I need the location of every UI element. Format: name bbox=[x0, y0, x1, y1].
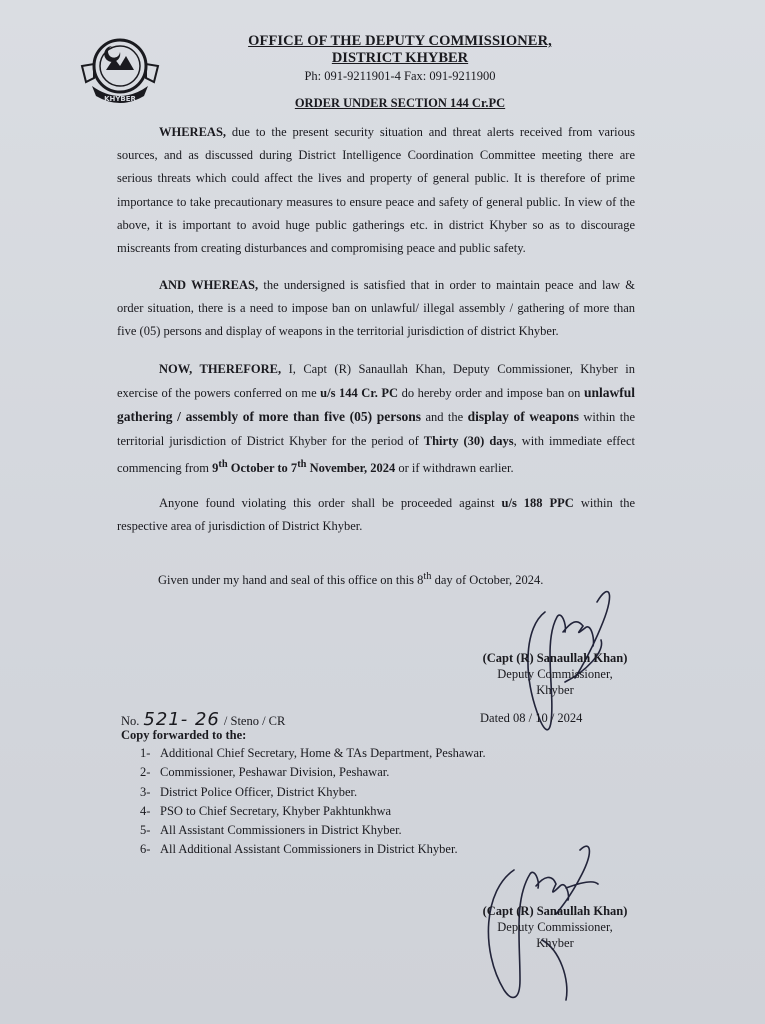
signatory1-place: Khyber bbox=[536, 683, 574, 697]
para1-lead: WHEREAS, bbox=[159, 125, 227, 139]
number-suffix: / Steno / CR bbox=[223, 714, 286, 728]
dated-line: Dated 08 / 10 / 2024 bbox=[480, 711, 583, 725]
list-item bbox=[140, 821, 486, 840]
para3-t1: I, Capt (R) Sanaullah Khan, Deputy Commissioner, Khyber in exercise of the powers conferred on me bbox=[117, 362, 635, 401]
para3-b1: u/s 144 Cr. PC bbox=[320, 386, 399, 401]
given-t1: Given under my hand and seal of this office on this 8 bbox=[158, 573, 424, 588]
para3-b2: unlawful gathering / assembly of more than five (05) persons bbox=[117, 385, 635, 425]
para2-text: the undersigned is satisfied that in order to maintain peace and law & order situation, there is a need to impose ban on unlawful/ illegal assembly / gathering of more than five (05) persons and display of weapons in the territorial jurisdiction of district Khyber. bbox=[117, 278, 635, 339]
list-item bbox=[140, 744, 486, 763]
district-title: DISTRICT KHYBER bbox=[331, 50, 469, 66]
signatory1-name: (Capt (R) Sanaullah Khan) bbox=[482, 651, 628, 665]
list-item-number: 2- bbox=[140, 765, 151, 780]
copy-list bbox=[140, 744, 486, 860]
list-item bbox=[140, 802, 486, 821]
para3-t2: do hereby order and impose ban on bbox=[398, 386, 584, 401]
list-item-number: 5- bbox=[140, 823, 151, 838]
list-item-number: 4- bbox=[140, 803, 151, 818]
signatory2-name: (Capt (R) Sanaullah Khan) bbox=[482, 904, 628, 918]
para4-t1: Anyone found violating this order shall be proceeded against bbox=[159, 496, 502, 510]
list-item bbox=[140, 763, 486, 782]
list-item bbox=[140, 840, 486, 859]
para2-lead: AND WHEREAS, bbox=[159, 278, 259, 292]
given-t2: day of October, 2024. bbox=[431, 573, 544, 588]
khyber-district-emblem bbox=[72, 30, 168, 110]
number-handwritten: 521- 26 bbox=[143, 709, 220, 730]
order-title: ORDER UNDER SECTION 144 Cr.PC bbox=[294, 96, 506, 110]
para3-b5a: 9 bbox=[212, 460, 219, 475]
list-item-text: PSO to Chief Secretary, Khyber Pakhtunkhwa bbox=[160, 803, 392, 818]
list-item-number: 3- bbox=[140, 784, 151, 799]
list-item-number: 1- bbox=[140, 746, 151, 760]
given-line bbox=[158, 571, 543, 588]
paragraph-now-therefore bbox=[117, 358, 635, 480]
reference-number bbox=[121, 709, 285, 730]
letterhead bbox=[205, 33, 595, 84]
para3-t5: , with immediate effect commencing from bbox=[117, 433, 635, 475]
paragraph-and-whereas bbox=[117, 274, 635, 344]
para3-b5c: November, 2024 bbox=[306, 460, 396, 475]
list-item-text: Additional Chief Secretary, Home & TAs Department, Peshawar. bbox=[160, 746, 486, 760]
signatory1-title: Deputy Commissioner, bbox=[497, 667, 613, 681]
para4-t2: within the respective area of jurisdiction of District Khyber. bbox=[117, 496, 636, 534]
list-item-text: Commissioner, Peshawar Division, Peshawar. bbox=[160, 765, 390, 780]
para3-t4: within the territorial jurisdiction of District Khyber for the period of bbox=[117, 410, 635, 448]
list-item bbox=[140, 783, 486, 802]
copy-forwarded-title: Copy forwarded to the: bbox=[121, 728, 247, 742]
para3-b5a-sup: th bbox=[218, 458, 228, 470]
paragraph-whereas bbox=[117, 121, 635, 260]
signatory-block-2 bbox=[470, 903, 640, 951]
para1-text: due to the present security situation and threat alerts received from various sources, and as discussed during District Intelligence Coordination Committee meeting there are serious threats which could affect the lives and property of general public. It is therefore of prime importance to take precautionary measures to ensure peace and safety of general public. In view of the above, it is important to avoid huge public gatherings etc. in district Khyber so as to discourage miscreants from creating disturbances and compromising peace and public safety. bbox=[117, 125, 635, 256]
para3-b3: display of weapons bbox=[467, 409, 579, 425]
signatory2-place: Khyber bbox=[536, 936, 574, 950]
signatory-block-1 bbox=[470, 650, 640, 698]
given-sup: th bbox=[423, 571, 432, 582]
para3-b4: Thirty (30) days bbox=[423, 433, 514, 448]
list-item-text: All Additional Assistant Commissioners in District Khyber. bbox=[160, 842, 458, 857]
contact-line: Ph: 091-9211901-4 Fax: 091-9211900 bbox=[304, 69, 496, 83]
para4-b1: u/s 188 PPC bbox=[501, 496, 574, 510]
signatory2-title: Deputy Commissioner, bbox=[497, 920, 613, 934]
para3-t3: and the bbox=[421, 410, 468, 425]
list-item-text: District Police Officer, District Khyber. bbox=[160, 784, 358, 799]
para3-t6: or if withdrawn earlier. bbox=[395, 460, 514, 475]
para3-lead: NOW, THEREFORE, bbox=[159, 362, 282, 376]
list-item-number: 6- bbox=[140, 842, 151, 857]
number-prefix: No. bbox=[121, 714, 140, 728]
office-title: OFFICE OF THE DEPUTY COMMISSIONER, bbox=[248, 33, 552, 49]
paragraph-violation bbox=[117, 492, 635, 538]
emblem-text: KHYBER bbox=[104, 95, 136, 103]
list-item-text: All Assistant Commissioners in District Khyber. bbox=[160, 823, 402, 838]
para3-b5b-sup: th bbox=[297, 458, 307, 470]
para3-b5b: October to 7 bbox=[227, 460, 298, 475]
